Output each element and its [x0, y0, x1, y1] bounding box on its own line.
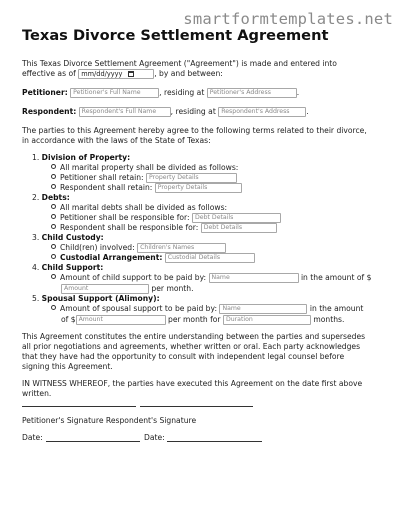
- entire-agreement-line-3: that they have had the opportunity to consult with independent legal counsel before: [22, 352, 345, 361]
- respondent-address-input[interactable]: Respondent's Address: [218, 107, 306, 118]
- respondent-name-input[interactable]: Respondent's Full Name: [79, 107, 171, 118]
- intro-line-1: This Texas Divorce Settlement Agreement ("Agreement") is made and entered into: [22, 59, 337, 68]
- calendar-icon[interactable]: [128, 71, 134, 77]
- item-text: in the amount of $: [300, 273, 372, 282]
- bullet-icon: [51, 214, 56, 219]
- bullet-icon: [51, 204, 56, 209]
- date-label-2: Date:: [144, 433, 165, 442]
- respondent-signature-line[interactable]: [140, 406, 253, 407]
- petitioner-signature-line[interactable]: [22, 406, 136, 407]
- watermark: smartformtemplates.net: [183, 10, 393, 28]
- section-heading: Child Custody:: [41, 233, 104, 242]
- period: .: [296, 88, 300, 97]
- item-text: months.: [313, 315, 345, 324]
- terms-line-2: in accordance with the laws of the State of Texas:: [22, 136, 211, 145]
- petitioner-address-input[interactable]: Petitioner's Address: [207, 88, 297, 99]
- terms-line-1: The parties to this Agreement hereby agree to the following terms related to their divorce,: [22, 126, 367, 135]
- respondent-residing: , residing at: [170, 107, 216, 116]
- section-heading: Debts:: [41, 193, 70, 202]
- item-text: All marital debts shall be divided as follows:: [60, 203, 228, 212]
- page-title: Texas Divorce Settlement Agreement: [22, 27, 329, 44]
- child-support-item-1: [51, 272, 371, 283]
- item-text: Respondent shall retain:: [60, 183, 153, 192]
- petitioner-property-input[interactable]: Property Details: [146, 173, 237, 184]
- bullet-icon: [51, 274, 56, 279]
- section-heading: Spousal Support (Alimony):: [41, 294, 160, 303]
- effective-label: effective as of: [22, 69, 76, 78]
- item-text: per month for: [168, 315, 221, 324]
- date-label-1: Date:: [22, 433, 43, 442]
- date-value: mm/dd/yyyy: [81, 69, 123, 78]
- item-text: per month.: [151, 284, 194, 293]
- effective-date-input[interactable]: [78, 69, 154, 80]
- spousal-support-amount-input[interactable]: Amount: [76, 315, 166, 326]
- item-text: Petitioner shall retain:: [60, 173, 144, 182]
- petitioner-residing: , residing at: [159, 88, 205, 97]
- bullet-icon: [51, 174, 56, 179]
- bullet-icon: [51, 254, 56, 259]
- item-text: Child(ren) involved:: [60, 243, 135, 252]
- respondent-debt-input[interactable]: Debt Details: [201, 223, 277, 234]
- bullet-icon: [51, 305, 56, 310]
- intro-line-2: [22, 68, 223, 79]
- child-support-amount-input[interactable]: Amount: [61, 284, 149, 295]
- children-names-input[interactable]: Children's Names: [137, 243, 226, 254]
- signature-labels: Petitioner's Signature Respondent's Signature: [22, 416, 197, 425]
- bullet-icon: [51, 244, 56, 249]
- petitioner-label: Petitioner:: [22, 88, 68, 97]
- entire-agreement-line-4: signing this Agreement.: [22, 362, 113, 371]
- petitioner-debt-input[interactable]: Debt Details: [192, 213, 281, 224]
- bullet-icon: [51, 224, 56, 229]
- item-text: All marital property shall be divided as follows:: [60, 163, 239, 172]
- witness-line-2: written.: [22, 389, 52, 398]
- property-item-3: [51, 182, 242, 193]
- by-and-between: , by and between:: [154, 69, 223, 78]
- bullet-icon: [51, 184, 56, 189]
- item-text: of $: [61, 315, 76, 324]
- section-number: 1.: [32, 153, 40, 162]
- child-support-payer-input[interactable]: Name: [209, 273, 299, 284]
- section-heading: Division of Property:: [41, 153, 131, 162]
- item-text: Petitioner shall be responsible for:: [60, 213, 190, 222]
- petitioner-date-line[interactable]: [46, 441, 140, 442]
- section-number: 4.: [32, 263, 40, 272]
- item-text: Respondent shall be responsible for:: [60, 223, 199, 232]
- spousal-support-duration-input[interactable]: Duration: [223, 315, 311, 326]
- section-number: 2.: [32, 193, 40, 202]
- petitioner-name-input[interactable]: Petitioner's Full Name: [70, 88, 159, 99]
- entire-agreement-line-1: This Agreement constitutes the entire understanding between the parties and supersedes: [22, 332, 366, 341]
- spousal-support-amount-row: [61, 314, 344, 325]
- item-text: Amount of child support to be paid by:: [60, 273, 207, 282]
- item-text: Amount of spousal support to be paid by:: [60, 304, 218, 313]
- respondent-date-line[interactable]: [167, 441, 262, 442]
- petitioner-row: [22, 87, 299, 98]
- section-number: 5.: [32, 294, 40, 303]
- witness-line-1: IN WITNESS WHEREOF, the parties have executed this Agreement on the date first above: [22, 379, 363, 388]
- item-text: Custodial Arrangement:: [60, 253, 163, 262]
- spousal-support-payer-input[interactable]: Name: [219, 304, 307, 315]
- custodial-details-input[interactable]: Custodial Details: [165, 253, 255, 264]
- bullet-icon: [51, 164, 56, 169]
- period: .: [306, 107, 309, 116]
- respondent-label: Respondent:: [22, 107, 77, 116]
- respondent-property-input[interactable]: Property Details: [155, 183, 242, 194]
- entire-agreement-line-2: all prior negotiations and agreements, whether written or oral. Each party acknowledges: [22, 342, 361, 351]
- section-heading: Child Support:: [41, 263, 104, 272]
- respondent-row: [22, 106, 309, 117]
- spousal-support-item-1: [51, 303, 363, 314]
- section-number: 3.: [32, 233, 40, 242]
- item-text: in the amount: [309, 304, 364, 313]
